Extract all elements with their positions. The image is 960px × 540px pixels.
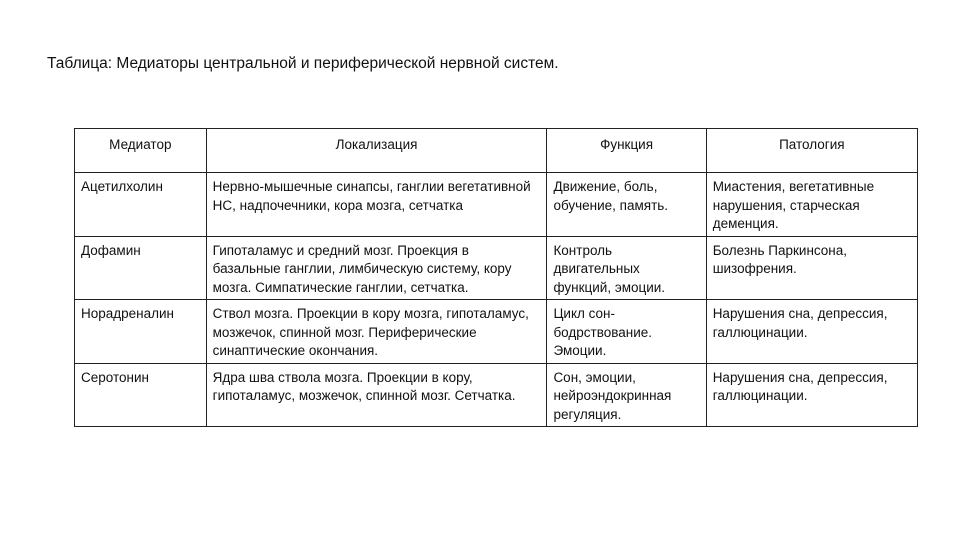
title-main: Медиаторы центральной и периферической нервной систем xyxy=(116,55,555,72)
table-row xyxy=(75,363,918,427)
cell-mediator: Дофамин xyxy=(75,236,207,300)
table-row xyxy=(75,236,918,300)
cell-pathology: Болезнь Паркинсона, шизофрения. xyxy=(706,236,917,300)
cell-pathology: Миастения, вегетативные нарушения, старческая деменция. xyxy=(706,173,917,237)
title-suffix: . xyxy=(554,55,559,72)
table-header-row xyxy=(75,129,918,173)
cell-mediator: Ацетилхолин xyxy=(75,173,207,237)
title-prefix: Таблица: xyxy=(47,55,117,72)
cell-function: Сон, эмоции, нейроэндокринная регуляция. xyxy=(547,363,706,427)
header-function: Функция xyxy=(547,129,706,173)
cell-localization: Ствол мозга. Проекции в кору мозга, гипоталамус, мозжечок, спинной мозг. Периферические синаптические окончания. xyxy=(206,300,547,364)
cell-localization: Ядра шва ствола мозга. Проекции в кору, гипоталамус, мозжечок, спинной мозг. Сетчатка. xyxy=(206,363,547,427)
cell-localization: Нервно-мышечные синапсы, ганглии вегетативной НС, надпочечники, кора мозга, сетчатка xyxy=(206,173,547,237)
cell-function: Движение, боль, обучение, память. xyxy=(547,173,706,237)
cell-mediator: Серотонин xyxy=(75,363,207,427)
mediators-table xyxy=(74,128,918,427)
cell-pathology: Нарушения сна, депрессия, галлюцинации. xyxy=(706,300,917,364)
cell-localization: Гипоталамус и средний мозг. Проекция в базальные ганглии, лимбическую систему, кору мозга. Симпатические ганглии, сетчатка. xyxy=(206,236,547,300)
header-localization: Локализация xyxy=(206,129,547,173)
header-mediator: Медиатор xyxy=(75,129,207,173)
cell-function: Контроль двигательных функций, эмоции. xyxy=(547,236,706,300)
cell-function: Цикл сон-бодрствование. Эмоции. xyxy=(547,300,706,364)
table-row xyxy=(75,173,918,237)
page-title xyxy=(47,55,559,73)
cell-mediator: Норадреналин xyxy=(75,300,207,364)
header-pathology: Патология xyxy=(706,129,917,173)
cell-pathology: Нарушения сна, депрессия, галлюцинации. xyxy=(706,363,917,427)
table-row xyxy=(75,300,918,364)
